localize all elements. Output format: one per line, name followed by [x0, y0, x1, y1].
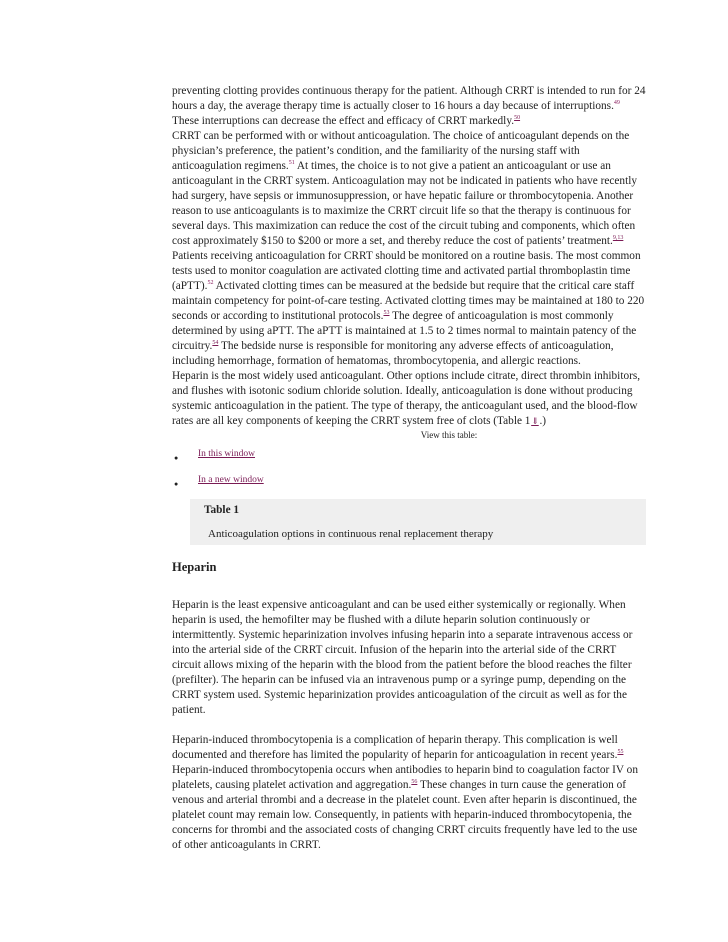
- text: Heparin-induced thrombocytopenia occurs when antibodies to heparin bind to coagulation factor IV on platelets, causing platelet activation and aggregation.: [172, 764, 638, 791]
- view-table-label: View this table:: [420, 430, 478, 440]
- citation-9-13[interactable]: 9,13: [612, 235, 624, 242]
- bullet-icon: ●: [174, 480, 179, 488]
- citation-51[interactable]: 51: [288, 160, 295, 167]
- paragraph-hit: [172, 733, 646, 853]
- table-caption: Anticoagulation options in continuous renal replacement therapy: [208, 528, 494, 540]
- citation-54[interactable]: 54: [212, 340, 219, 347]
- list-item: [172, 447, 646, 473]
- text: The degree of anticoagulation is most commonly determined by using aPTT. The aPTT is maintained at 1.5 to 2 times normal to maintain patency of the circuitry.: [172, 310, 637, 352]
- in-new-window-link[interactable]: In a new window: [198, 475, 264, 485]
- list-item: [172, 473, 646, 499]
- paragraph-monitoring: [172, 249, 646, 369]
- table-jump-arrow-icon[interactable]: ⇓: [531, 416, 539, 426]
- text: These changes in turn cause the generation of venous and arterial thrombi and a decrease in the platelet count. Even after heparin is discontinued, the platelet count may remain low. Consequently, in patients with heparin-induced thrombocytopenia, the concerns for thrombi and the associated costs of changing CRRT circuits frequently have led to the use of other anticoagulants in CRRT.: [172, 779, 638, 851]
- text: CRRT can be performed with or without anticoagulation. The choice of anticoagulant depends on the physician’s preference, the patient’s condition, and the familiarity of the nursing staff with anticoagulation regimens.: [172, 130, 630, 172]
- table-label: Table 1: [204, 504, 240, 516]
- text: At times, the choice is to not give a patient an anticoagulant or use an anticoagulant in the CRRT system. Anticoagulation may not be indicated in patients who have recently had surgery, have sepsis or immunosuppression, or have hepatic failure or thrombocytopenia. Another reason to use anticoagulants is to maximize the CRRT circuit life so that the therapy is continuous for several days. This maximization can reduce the cost of the circuit tubing and components, which often cost approximately $150 to $200 or more a set, and thereby reduce the cost of patients’ treatment.: [172, 160, 638, 247]
- text: Patients receiving anticoagulation for CRRT should be monitored on a routine basis. The most common tests used to monitor coagulation are activated clotting time and activated partial thromboplastin time (aPTT).: [172, 250, 641, 292]
- text: .): [539, 415, 547, 427]
- citation-55[interactable]: 55: [617, 749, 624, 756]
- text: The bedside nurse is responsible for monitoring any adverse effects of anticoagulation, including hemorrhage, formation of hematomas, thrombocytopenia, and allergic reactions.: [172, 340, 614, 367]
- text: Heparin-induced thrombocytopenia is a complication of heparin therapy. This complication is well documented and therefore has limited the popularity of heparin for anticoagulation in recent years.: [172, 734, 618, 761]
- paragraph-heparin-use: Heparin is the least expensive anticoagulant and can be used either systemically or regionally. When heparin is used, the hemofilter may be flushed with a dilute heparin solution continuously or intermittently. Systemic heparinization involves infusing heparin into a separate intravenous access or into the arterial side of the CRRT circuit. Infusion of the heparin into the arterial side of the CRRT circuit allows mixing of the heparin with the blood from the patient before the blood reaches the filter (prefilter). The heparin can be infused via an intravenous pump or a syringe pump, depending on the CRRT system used. Systemic heparinization provides anticoagulation of the circuit as well as for the patient.: [172, 599, 633, 716]
- bullet-icon: ●: [174, 454, 179, 462]
- article-body: [172, 84, 646, 853]
- citation-50[interactable]: 50: [514, 115, 521, 122]
- paragraph-heparin-options: [172, 369, 646, 429]
- text: These interruptions can decrease the effect and efficacy of CRRT markedly.: [172, 115, 515, 127]
- text: Activated clotting times can be measured at the bedside but require that the critical care staff maintain competency for point-of-care testing. Activated clotting times may be maintained at 180 to 220 seconds or according to institutional protocols.: [172, 280, 645, 322]
- in-this-window-link[interactable]: In this window: [198, 449, 255, 459]
- paragraph-continuous-therapy: [172, 84, 646, 129]
- citation-53[interactable]: 53: [383, 310, 390, 317]
- paragraph-spacer: [172, 718, 646, 733]
- view-table-options: [172, 447, 646, 499]
- text: Heparin is the most widely used anticoagulant. Other options include citrate, direct thrombin inhibitors, and flushes with isotonic sodium chloride solution. Ideally, anticoagulation is done without producing systemic anticoagulation in the patient. The type of therapy, the anticoagulant used, and the blood-flow rates are all key components of keeping the CRRT system free of clots (Table 1: [172, 370, 641, 427]
- table-preview[interactable]: [190, 499, 646, 545]
- citation-49[interactable]: 49: [613, 100, 620, 107]
- section-heading-heparin: Heparin: [172, 560, 217, 574]
- paragraph-anticoagulation-choice: [172, 129, 646, 249]
- citation-56[interactable]: 56: [411, 779, 418, 786]
- citation-52[interactable]: 52: [207, 280, 214, 287]
- text: preventing clotting provides continuous therapy for the patient. Although CRRT is intended to run for 24 hours a day, the average therapy time is actually closer to 16 hours a day because of interruptions.: [172, 85, 646, 112]
